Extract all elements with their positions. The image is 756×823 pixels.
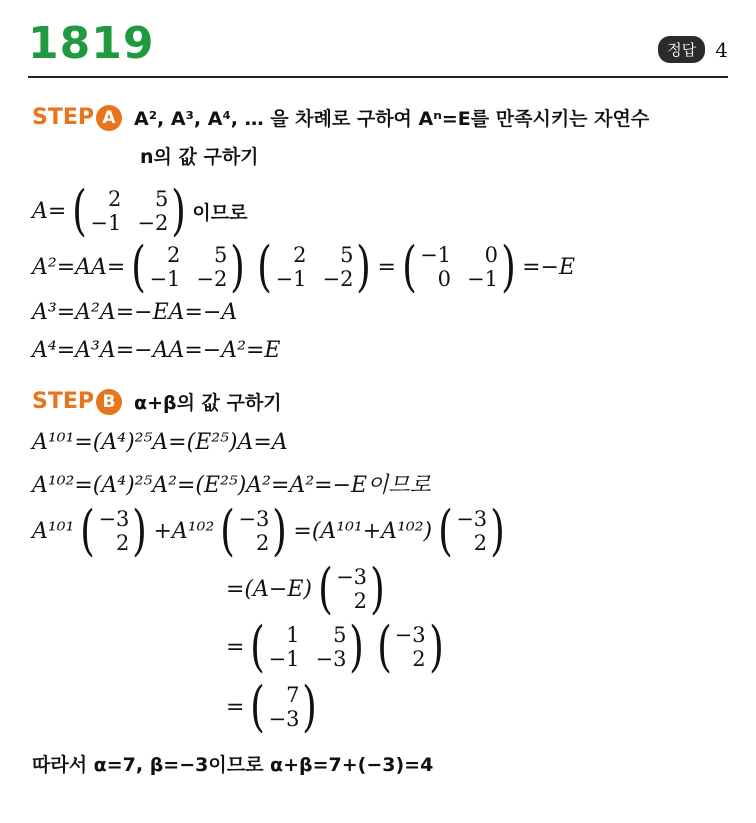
line-b-102: A¹⁰²=(A⁴)²⁵A²=(E²⁵)A²=A²=−E이므로 [32, 473, 431, 498]
answer-box [658, 36, 728, 63]
problem-number: 1819 [28, 18, 155, 69]
step-a-title-1: A², A³, A⁴, … 을 차례로 구하여 Aⁿ=E를 만족시키는 자연수 [134, 108, 650, 130]
step-b-letter: B [96, 389, 122, 415]
matrix-A: ( 2 5 −1 −2 ) [72, 179, 187, 242]
line-a-definition: A= ( 2 5 −1 −2 ) 이므로 [32, 179, 248, 242]
conclusion: 따라서 α=7, β=−3이므로 α+β=7+(−3)=4 [32, 754, 434, 776]
line-a-squared: A²=AA= ( 2 5 −1 −2 ) ( 2 5 −1 −2 ) = ( −1 0 0 −1 ) =−E [32, 235, 576, 298]
line-a-fourth: A⁴=A³A=−AA=−A²=E [32, 338, 281, 363]
step-a-label: STEP A [32, 105, 122, 131]
line-b-sum: A¹⁰¹ ( −3 2 ) +A¹⁰² ( −3 2 ) =(A¹⁰¹+A¹⁰²) ( −3 2 ) [32, 499, 506, 562]
line-b-101: A¹⁰¹=(A⁴)²⁵A=(E²⁵)A=A [32, 430, 288, 455]
step-b-label: STEP B [32, 389, 122, 415]
line-b-result: = ( 7 −3 ) [226, 675, 318, 738]
line-b-step3: = ( 1 5 −1 −3 ) ( −3 2 ) [226, 615, 444, 678]
header-divider [28, 76, 728, 78]
answer-badge: 정답 [658, 36, 705, 63]
step-a-title-2: n의 값 구하기 [140, 146, 259, 168]
line-a-cubed: A³=A²A=−EA=−A [32, 300, 238, 325]
step-b-title: α+β의 값 구하기 [134, 392, 282, 414]
line-b-step2: =(A−E) ( −3 2 ) [226, 557, 385, 620]
step-a-letter: A [96, 105, 122, 131]
answer-value: 4 [715, 37, 728, 62]
step-b-heading [32, 388, 282, 415]
step-a-heading [32, 104, 649, 131]
